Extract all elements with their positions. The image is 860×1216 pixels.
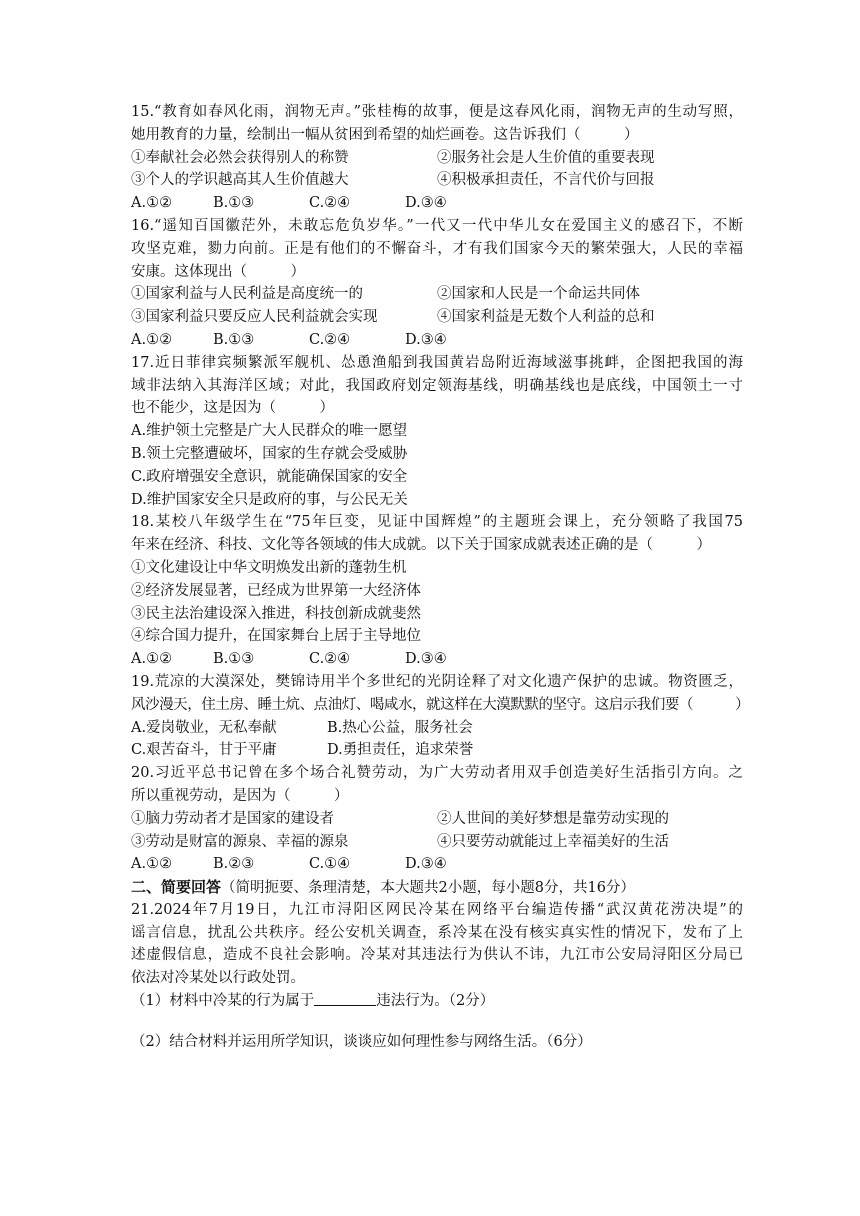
statement: ②国家和人民是一个命运共同体	[437, 286, 640, 303]
section-title: 二、简要回答	[131, 878, 222, 897]
option-row	[131, 739, 743, 762]
statement: ④综合国力提升，在国家舞台上居于主导地位	[131, 628, 421, 645]
question-stem-line: 年来在经济、科技、文化等各领域的伟大成就。以下关于国家成就表述正确的是（ ）	[131, 537, 711, 554]
choice-a: A.①②	[131, 651, 173, 668]
sub-question-1-suffix: 违法行为。（2分）	[376, 993, 495, 1010]
question-stem-line: 19.荒凉的大漠深处，樊锦诗用半个多世纪的光阴诠释了对文化遗产保护的忠诚。物资匮乏，	[131, 673, 743, 690]
question-19	[131, 671, 750, 762]
option-b: B.热心公益，服务社会	[327, 719, 473, 736]
option-d: D.维护国家安全只是政府的事，与公民无关	[131, 491, 408, 508]
question-17	[131, 352, 743, 512]
choice-c: C.②④	[309, 331, 351, 348]
choice-b: B.①③	[213, 195, 255, 212]
question-stem-line: 21.2024年7月19日，九江市浔阳区网民冷某在网络平台编造传播“武汉黄花涝决堤”的	[131, 901, 743, 918]
choice-row	[131, 648, 743, 671]
question-stem-line: 18.某校八年级学生在“75年巨变，见证中国辉煌”的主题班会课上，充分领略了我国75	[131, 514, 743, 531]
option-row	[131, 717, 743, 740]
choice-d: D.③④	[405, 651, 447, 668]
statement: ③个人的学识越高其人生价值越大	[131, 172, 349, 189]
statement: ②人世间的美好梦想是靠劳动实现的	[437, 810, 669, 827]
statement: ③劳动是财富的源泉、幸福的源泉	[131, 833, 349, 850]
answer-blank[interactable]	[314, 991, 376, 1006]
statement: ①脑力劳动者才是国家的建设者	[131, 810, 334, 827]
statement-row	[131, 283, 743, 306]
choice-row	[131, 329, 743, 352]
question-stem-line: 16.“遥知百国徽茫外，未敢忘危负岁华。”一代又一代中华儿女在爱国主义的感召下，不断	[131, 217, 743, 234]
question-stem-line: 安康。这体现出（ ）	[131, 263, 305, 280]
option-a: A.爱岗敬业，无私奉献	[131, 719, 277, 736]
statement-row	[131, 147, 743, 170]
question-16	[131, 215, 743, 352]
sub-question-2: （2）结合材料并运用所学知识，谈谈应如何理性参与网络生活。（6分）	[131, 1033, 592, 1050]
choice-row	[131, 192, 743, 215]
choice-c: C.②④	[309, 195, 351, 212]
option-d: D.勇担责任，追求荣誉	[327, 742, 474, 759]
choice-c: C.②④	[309, 651, 351, 668]
question-stem-line: 20.习近平总书记曾在多个场合礼赞劳动，为广大劳动者用双手创造美好生活指引方向。之	[131, 765, 743, 782]
option-c: C.政府增强安全意识，就能确保国家的安全	[131, 468, 408, 485]
statement: ①国家利益与人民利益是高度统一的	[131, 286, 363, 303]
choice-b: B.①③	[213, 651, 255, 668]
exam-page	[131, 101, 750, 1054]
option-a: A.维护领土完整是广大人民群众的唯一愿望	[131, 423, 408, 440]
question-stem-line: 15.“教育如春风化雨，润物无声。”张桂梅的故事，便是这春风化雨，润物无声的生动写照，	[131, 104, 743, 120]
sub-question-1-prefix: （1）材料中冷某的行为属于	[131, 993, 315, 1010]
statement-row	[131, 831, 743, 854]
statement: ④国家利益是无数个人利益的总和	[437, 309, 655, 326]
choice-a: A.①②	[131, 331, 173, 348]
option-c: C.艰苦奋斗，甘于平庸	[131, 742, 277, 759]
statement: ①奉献社会必然会获得别人的称赞	[131, 149, 349, 166]
choice-b: B.②③	[213, 856, 255, 873]
statement: ③国家利益只要反应人民利益就会实现	[131, 309, 378, 326]
question-stem-line: 攻坚克难，勠力向前。正是有他们的不懈奋斗，才有我们国家今天的繁荣强大，人民的幸福	[131, 240, 743, 257]
section-description: （简明扼要、条理清楚，本大题共2小题，每小题8分，共16分）	[221, 880, 635, 897]
choice-d: D.③④	[405, 856, 447, 873]
question-stem-line: 依法对冷某处以行政处罚。	[131, 970, 305, 987]
question-stem-line: 述虚假信息，造成不良社会影响。冷某对其违法行为供认不讳，九江市公安局浔阳区分局已	[131, 947, 743, 964]
question-stem-line: 域非法纳入其海洋区域；对此，我国政府划定领海基线，明确基线也是底线，中国领土一寸	[131, 377, 743, 394]
statement-row	[131, 306, 743, 329]
sub-question-1	[131, 990, 743, 1013]
question-stem-line: 也不能少，这是因为（ ）	[131, 400, 334, 417]
statement: ③民主法治建设深入推进，科技创新成就斐然	[131, 605, 421, 622]
question-15	[131, 101, 743, 215]
question-stem-line: 谣言信息，扰乱公共秩序。经公安机关调查，系冷某在没有核实真实性的情况下，发布了上	[131, 924, 743, 941]
choice-row	[131, 853, 743, 876]
statement-row	[131, 169, 743, 192]
choice-d: D.③④	[405, 331, 447, 348]
statement: ①文化建设让中华文明焕发出新的蓬勃生机	[131, 559, 407, 576]
statement: ④积极承担责任，不言代价与回报	[437, 172, 655, 189]
question-stem-line: 所以重视劳动，是因为（ ）	[131, 787, 349, 804]
question-18	[131, 511, 743, 671]
option-b: B.领土完整遭破坏，国家的生存就会受威胁	[131, 445, 408, 462]
statement: ②服务社会是人生价值的重要表现	[437, 149, 655, 166]
choice-a: A.①②	[131, 195, 173, 212]
choice-b: B.①③	[213, 331, 255, 348]
question-20	[131, 762, 743, 876]
question-21	[131, 899, 743, 1054]
statement: ②经济发展显著，已经成为世界第一大经济体	[131, 582, 421, 599]
section-heading	[131, 876, 743, 899]
statement: ④只要劳动就能过上幸福美好的生活	[437, 833, 669, 850]
question-stem-line: 她用教育的力量，绘制出一幅从贫困到希望的灿烂画卷。这告诉我们（ ）	[131, 126, 639, 143]
question-stem-line: 风沙漫天，住土房、睡土炕、点油灯、喝咸水，就这样在大漠默默的坚守。这启示我们要（ ）	[131, 696, 750, 713]
choice-a: A.①②	[131, 856, 173, 873]
statement-row	[131, 808, 743, 831]
choice-d: D.③④	[405, 195, 447, 212]
choice-c: C.①④	[309, 856, 351, 873]
question-stem-line: 17.近日菲律宾频繁派军舰机、怂恿渔船到我国黄岩岛附近海域滋事挑衅，企图把我国的海	[131, 354, 743, 371]
